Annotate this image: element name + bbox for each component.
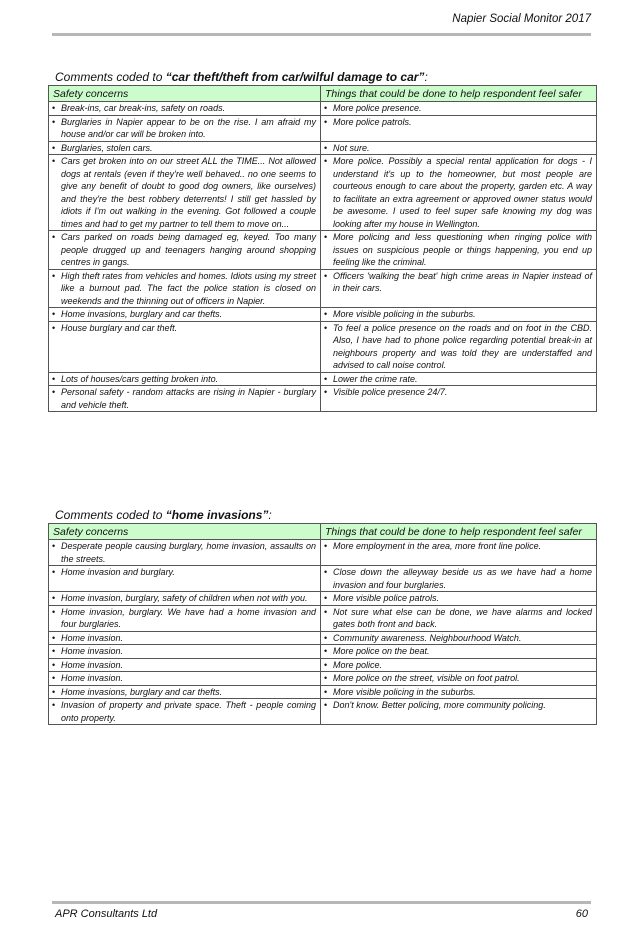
table-row xyxy=(49,685,597,699)
safety-concern-cell xyxy=(49,592,321,606)
column-header-actions: Things that could be done to help respondent feel safer xyxy=(321,86,597,102)
column-header-safety-concerns: Safety concerns xyxy=(49,524,321,540)
table-row xyxy=(49,372,597,386)
safety-concern-cell xyxy=(49,566,321,592)
table-row xyxy=(49,566,597,592)
safety-concern-cell-text: • Cars get broken into on our street ALL the TIME... Not allowed dogs at rentals (even if they're well behaved.. no one seems to give any benefit of doubt to good dog owners, like ourselves) and they're the best robbery deterrents! I still get hassled by idiots if I'm out walking in the evening. Got followed a couple times and had to get my partner to tell them to move on... xyxy=(52,155,316,230)
header-divider xyxy=(52,33,591,36)
suggested-action-cell xyxy=(321,631,597,645)
suggested-action-cell xyxy=(321,269,597,308)
safety-concern-cell-text: • Burglaries, stolen cars. xyxy=(52,142,316,155)
suggested-action-cell-text: • Community awareness. Neighbourhood Watch. xyxy=(324,632,592,645)
safety-concern-cell xyxy=(49,321,321,372)
suggested-action-cell xyxy=(321,308,597,322)
table-row xyxy=(49,645,597,659)
page-number: 60 xyxy=(575,908,588,920)
table-row xyxy=(49,269,597,308)
safety-concern-cell xyxy=(49,308,321,322)
safety-concern-cell xyxy=(49,540,321,566)
home-invasions-comments-table xyxy=(48,523,597,725)
table-row xyxy=(49,592,597,606)
suggested-action-cell-text: • Not sure what else can be done, we have alarms and locked gates both front and back. xyxy=(324,606,592,631)
safety-concern-cell-text: • Home invasion, burglary, safety of children when not with you. xyxy=(52,592,316,605)
suggested-action-cell-text: • Officers 'walking the beat' high crime areas in Napier instead of in their cars. xyxy=(324,270,592,295)
suggested-action-cell xyxy=(321,605,597,631)
heading-topic: “car theft/theft from car/wilful damage to car” xyxy=(165,70,425,84)
table-row xyxy=(49,141,597,155)
suggested-action-cell-text: • More police on the street, visible on foot patrol. xyxy=(324,672,592,685)
safety-concern-cell-text: • Home invasion. xyxy=(52,672,316,685)
safety-concern-cell xyxy=(49,269,321,308)
suggested-action-cell-text: • More police on the beat. xyxy=(324,645,592,658)
suggested-action-cell xyxy=(321,386,597,412)
suggested-action-cell xyxy=(321,699,597,725)
table-row xyxy=(49,605,597,631)
safety-concern-cell-text: • Home invasion. xyxy=(52,645,316,658)
heading-prefix: Comments coded to xyxy=(55,508,166,522)
table-row xyxy=(49,321,597,372)
safety-concern-cell-text: • Break-ins, car break-ins, safety on roads. xyxy=(52,102,316,115)
heading-prefix: Comments coded to xyxy=(55,70,166,84)
suggested-action-cell-text: • Close down the alleyway beside us as we have had a home invasion and four burglaries. xyxy=(324,566,592,591)
safety-concern-cell-text: • Home invasion. xyxy=(52,659,316,672)
table-row xyxy=(49,231,597,270)
suggested-action-cell-text: • More visible policing in the suburbs. xyxy=(324,308,592,321)
suggested-action-cell-text: • More police presence. xyxy=(324,102,592,115)
section-heading-home-invasions xyxy=(55,508,272,522)
car-theft-table-body xyxy=(49,102,597,412)
safety-concern-cell-text: • Personal safety - random attacks are rising in Napier - burglary and vehicle theft. xyxy=(52,386,316,411)
table-row xyxy=(49,699,597,725)
suggested-action-cell xyxy=(321,658,597,672)
table-row xyxy=(49,115,597,141)
suggested-action-cell xyxy=(321,102,597,116)
suggested-action-cell-text: • To feel a police presence on the roads and on foot in the CBD. Also, I have had to phone police regarding potential break-in at neighbours property and was told they are understaffed and advised to call noise control. xyxy=(324,322,592,372)
safety-concern-cell xyxy=(49,685,321,699)
safety-concern-cell-text: • Home invasions, burglary and car thefts. xyxy=(52,686,316,699)
suggested-action-cell xyxy=(321,592,597,606)
suggested-action-cell xyxy=(321,231,597,270)
suggested-action-cell-text: • More employment in the area, more front line police. xyxy=(324,540,592,553)
heading-suffix: : xyxy=(268,508,272,522)
footer-divider xyxy=(52,901,591,904)
suggested-action-cell xyxy=(321,155,597,231)
suggested-action-cell xyxy=(321,645,597,659)
safety-concern-cell xyxy=(49,605,321,631)
safety-concern-cell xyxy=(49,631,321,645)
column-header-actions: Things that could be done to help respondent feel safer xyxy=(321,524,597,540)
suggested-action-cell-text: • More police. xyxy=(324,659,592,672)
safety-concern-cell xyxy=(49,658,321,672)
safety-concern-cell-text: • Lots of houses/cars getting broken into. xyxy=(52,373,316,386)
suggested-action-cell-text: • More visible police patrols. xyxy=(324,592,592,605)
safety-concern-cell xyxy=(49,231,321,270)
safety-concern-cell xyxy=(49,672,321,686)
suggested-action-cell xyxy=(321,672,597,686)
suggested-action-cell xyxy=(321,321,597,372)
safety-concern-cell xyxy=(49,386,321,412)
safety-concern-cell-text: • Home invasion and burglary. xyxy=(52,566,316,579)
table-row xyxy=(49,155,597,231)
section-heading-car-theft xyxy=(55,70,428,84)
running-header-title: Napier Social Monitor 2017 xyxy=(452,13,591,25)
suggested-action-cell xyxy=(321,566,597,592)
safety-concern-cell-text: • Desperate people causing burglary, home invasion, assaults on the streets. xyxy=(52,540,316,565)
safety-concern-cell-text: • High theft rates from vehicles and homes. Idiots using my street like a burnout pad. The fact the police station is closed on weekends and the thinning out of officers in Napier. xyxy=(52,270,316,308)
suggested-action-cell-text: • Not sure. xyxy=(324,142,592,155)
suggested-action-cell-text: • More visible policing in the suburbs. xyxy=(324,686,592,699)
safety-concern-cell-text: • Home invasions, burglary and car thefts. xyxy=(52,308,316,321)
safety-concern-cell-text: • Burglaries in Napier appear to be on the rise. I am afraid my house and/or car will be broken into. xyxy=(52,116,316,141)
safety-concern-cell-text: • Home invasion. xyxy=(52,632,316,645)
safety-concern-cell xyxy=(49,102,321,116)
table-row xyxy=(49,102,597,116)
safety-concern-cell-text: • Invasion of property and private space. Theft - people coming onto property. xyxy=(52,699,316,724)
table-header-row xyxy=(49,524,597,540)
home-invasions-table-body xyxy=(49,540,597,725)
suggested-action-cell-text: • Visible police presence 24/7. xyxy=(324,386,592,399)
safety-concern-cell-text: • Home invasion, burglary. We have had a home invasion and four burglaries. xyxy=(52,606,316,631)
safety-concern-cell xyxy=(49,372,321,386)
suggested-action-cell xyxy=(321,141,597,155)
safety-concern-cell xyxy=(49,645,321,659)
footer-company: APR Consultants Ltd xyxy=(55,908,158,920)
table-row xyxy=(49,540,597,566)
suggested-action-cell xyxy=(321,540,597,566)
suggested-action-cell-text: • More police patrols. xyxy=(324,116,592,129)
table-row xyxy=(49,631,597,645)
suggested-action-cell xyxy=(321,685,597,699)
safety-concern-cell-text: • Cars parked on roads being damaged eg, keyed. Too many people drugged up and teenagers hanging around shopping centres in gangs. xyxy=(52,231,316,269)
table-row xyxy=(49,658,597,672)
safety-concern-cell-text: • House burglary and car theft. xyxy=(52,322,316,335)
table-row xyxy=(49,386,597,412)
safety-concern-cell xyxy=(49,155,321,231)
suggested-action-cell xyxy=(321,372,597,386)
heading-topic: “home invasions” xyxy=(165,508,269,522)
suggested-action-cell-text: • Don't know. Better policing, more community policing. xyxy=(324,699,592,712)
suggested-action-cell xyxy=(321,115,597,141)
suggested-action-cell-text: • More policing and less questioning when ringing police with issues on suspicious people or things happening, you end up feeling like the criminal. xyxy=(324,231,592,269)
heading-suffix: : xyxy=(424,70,428,84)
table-row xyxy=(49,308,597,322)
safety-concern-cell xyxy=(49,699,321,725)
suggested-action-cell-text: • Lower the crime rate. xyxy=(324,373,592,386)
table-row xyxy=(49,672,597,686)
column-header-safety-concerns: Safety concerns xyxy=(49,86,321,102)
safety-concern-cell xyxy=(49,141,321,155)
suggested-action-cell-text: • More police. Possibly a special rental application for dogs - I understand it's up to the homeowner, but most people are courteous enough to care about the property, garden etc. A way to facilitate an extra agreement or approved owner status would be awesome. I used to feel super safe knowing my dog was looking after my house in Wellington. xyxy=(324,155,592,230)
car-theft-comments-table xyxy=(48,85,597,412)
table-header-row xyxy=(49,86,597,102)
safety-concern-cell xyxy=(49,115,321,141)
